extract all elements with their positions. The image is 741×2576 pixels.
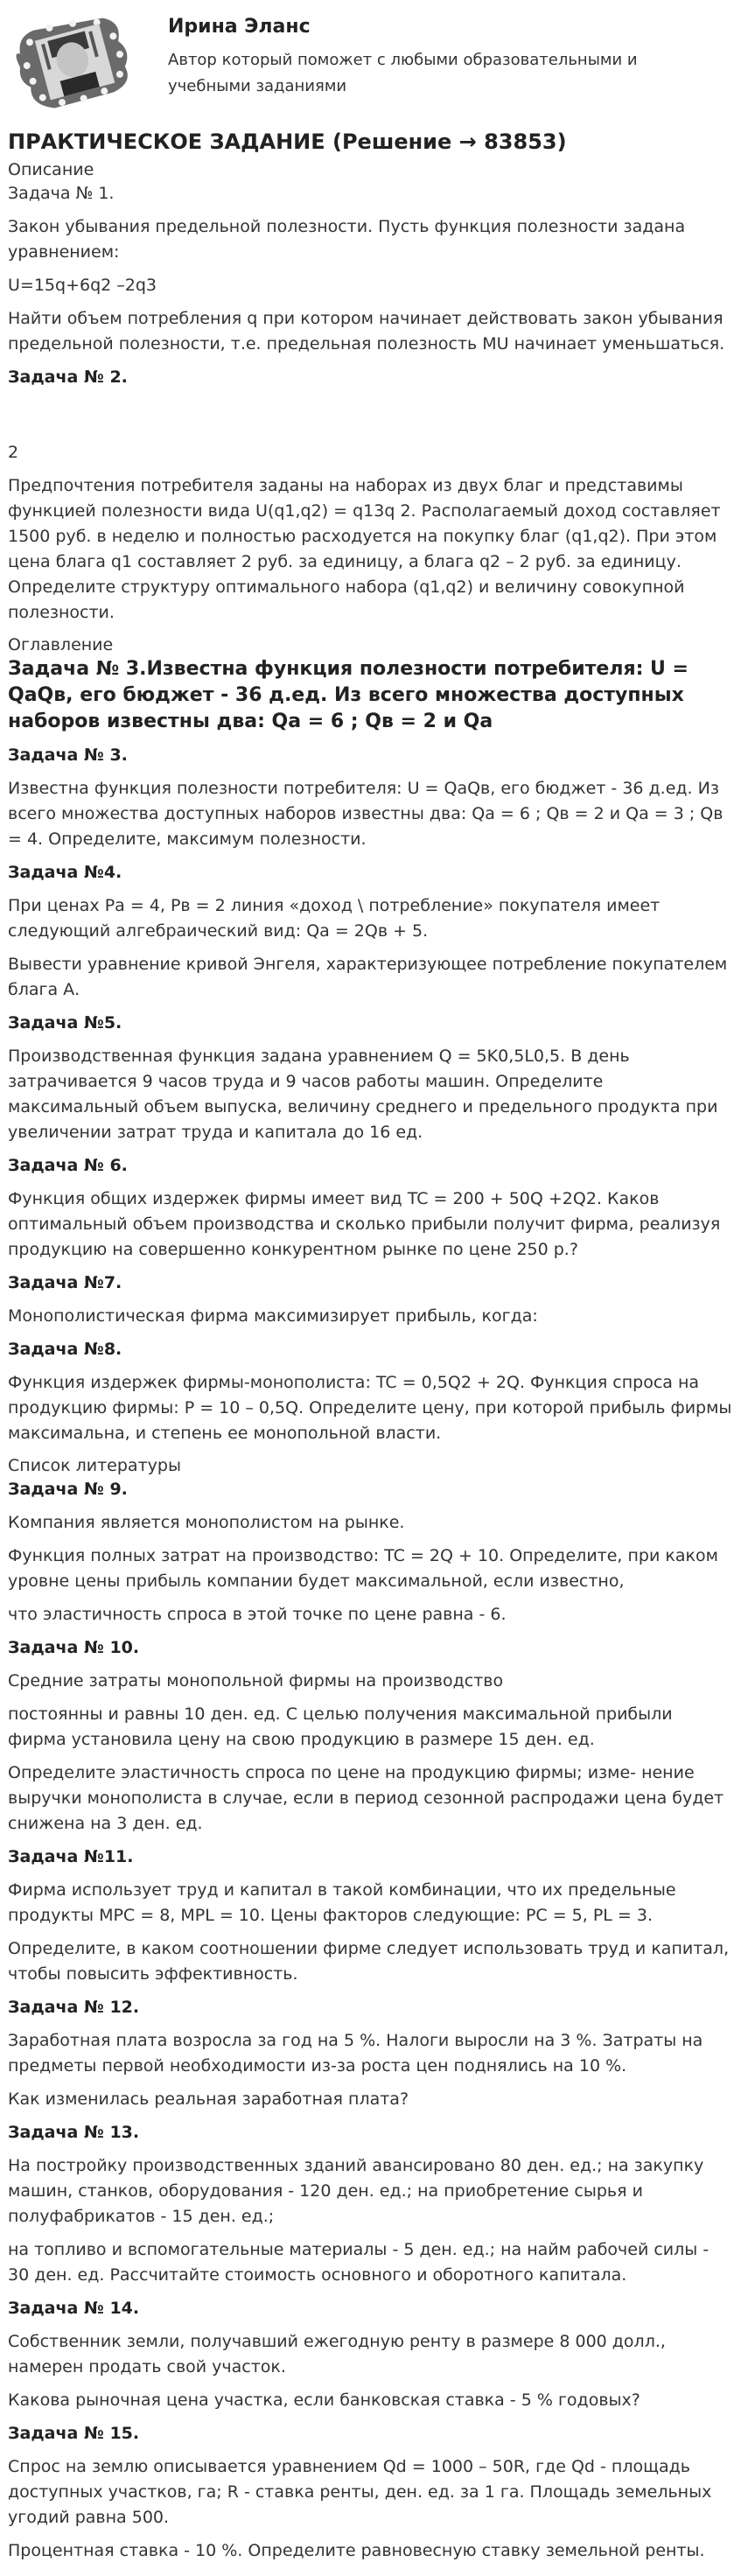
- task-paragraph: Спрос на землю описывается уравнением Qd = 1000 – 50R, где Qd - площадь доступных участков, га; R - ставка ренты, ден. ед. за 1 га. Площадь земельных угодий равна 500.: [8, 2457, 712, 2527]
- task-paragraph: Средние затраты монопольной фирмы на производство: [8, 1671, 504, 1690]
- task-heading: Задача № 14.: [8, 2299, 140, 2318]
- task-paragraph: что эластичность спроса в этой точке по цене равна - 6.: [8, 1605, 507, 1624]
- task-paragraph: Функция полных затрат на производство: TC = 2Q + 10. Определите, при каком уровне цены прибыль компании будет максимальной, если известно,: [8, 1546, 718, 1591]
- toc-entry-task-3[interactable]: Задача № 3.Известна функция полезности потребителя: U = QaQв, его бюджет - 36 д.ед. Из всего множества доступных наборов известны два: Qa = 6 ; Qв = 2 и Qa: [8, 658, 689, 732]
- section-label-references: Список литературы: [8, 1456, 181, 1475]
- task-heading: Задача №7.: [8, 1273, 122, 1292]
- author-description: Автор который поможет с любыми образовательными и учебными заданиями: [168, 51, 638, 95]
- task-paragraph: На постройку производственных зданий авансировано 80 ден. ед.; на закупку машин, станков, оборудования - 120 ден. ед.; на приобретение сырья и полуфабрикатов - 15 ден. ед.;: [8, 2156, 704, 2226]
- task-paragraph: Найти объем потребления q при котором начинает действовать закон убывания предельной полезности, т.е. предельная полезность MU начинает уменьшаться.: [8, 309, 725, 354]
- task-paragraph: Монополистическая фирма максимизирует прибыль, когда:: [8, 1306, 538, 1326]
- task-heading: Задача № 1.: [8, 184, 115, 203]
- task-paragraph: Вывести уравнение кривой Энгеля, характеризующее потребление покупателем блага А.: [8, 955, 728, 999]
- document-body: [8, 127, 732, 2564]
- document-title: ПРАКТИЧЕСКОЕ ЗАДАНИЕ (Решение → 83853): [8, 130, 567, 154]
- task-7: [8, 1270, 732, 1329]
- task-2: [8, 365, 732, 626]
- task-paragraph: Определите эластичность спроса по цене на продукцию фирмы; изме- нение выручки монополиста в случае, если в период сезонной распродажи цена будет снижена на 3 ден. ед.: [8, 1763, 724, 1833]
- task-formula: U=15q+6q2 –2q3: [8, 276, 157, 295]
- task-paragraph: Как изменилась реальная заработная плата?: [8, 2090, 409, 2109]
- task-8: [8, 1337, 732, 1446]
- section-label-description: Описание: [8, 160, 94, 179]
- task-paragraph: на топливо и вспомогательные материалы - 5 ден. ед.; на найм рабочей силы - 30 ден. ед. Рассчитайте стоимость основного и оборотного капитала.: [8, 2240, 710, 2285]
- task-10: [8, 1635, 732, 1837]
- task-paragraph: Функция общих издержек фирмы имеет вид TC = 200 + 50Q +2Q2. Каков оптимальный объем производства и сколько прибыли получит фирма, реализуя продукцию на совершенно конкурентном рынке по цене 250 р.?: [8, 1189, 721, 1259]
- task-paragraph: Компания является монополистом на рынке.: [8, 1513, 405, 1532]
- task-paragraph: Производственная функция задана уравнением Q = 5K0,5L0,5. В день затрачивается 9 часов труда и 9 часов работы машин. Определите максимальный объем выпуска, величину среднего и предельного продукта при увеличении затрат труда и капитала до 16 ед.: [8, 1046, 718, 1142]
- task-heading: Задача №11.: [8, 1847, 134, 1866]
- task-11: [8, 1844, 732, 1987]
- task-paragraph: постоянны и равны 10 ден. ед. С целью получения максимальной прибыли фирма установила цену на свою продукцию в размере 15 ден. ед.: [8, 1704, 673, 1749]
- task-paragraph: Функция издержек фирмы-монополиста: TC = 0,5Q2 + 2Q. Функция спроса на продукцию фирмы: P = 10 – 0,5Q. Определите цену, при которой прибыль фирмы максимальна, и степень ее монопольной власти.: [8, 1373, 732, 1443]
- task-heading: Задача №5.: [8, 1013, 122, 1032]
- task-number-line: 2: [8, 443, 19, 462]
- author-info: [168, 5, 693, 100]
- task-paragraph: Закон убывания предельной полезности. Пусть функция полезности задана уравнением:: [8, 217, 686, 262]
- task-heading: Задача №4.: [8, 863, 122, 882]
- task-paragraph: Какова рыночная цена участка, если банковская ставка - 5 % годовых?: [8, 2390, 640, 2410]
- task-12: [8, 1995, 732, 2112]
- task-paragraph: Процентная ставка - 10 %. Определите равновесную ставку земельной ренты.: [8, 2541, 705, 2560]
- task-heading: Задача № 10.: [8, 1638, 140, 1657]
- task-5: [8, 1011, 732, 1145]
- task-paragraph: Известна функция полезности потребителя: U = QaQв, его бюджет - 36 д.ед. Из всего множества доступных наборов известны два: Qa = 6 ; Qв = 2 и Qa = 3 ; Qв = 4. Определите, максимум полезности.: [8, 779, 724, 849]
- spacer: [8, 398, 732, 440]
- section-label-toc: Оглавление: [8, 635, 114, 654]
- task-heading: Задача №8.: [8, 1340, 122, 1359]
- task-heading: Задача № 15.: [8, 2424, 140, 2443]
- task-heading: Задача № 12.: [8, 1998, 140, 2017]
- task-6: [8, 1153, 732, 1263]
- author-header: [8, 0, 732, 121]
- task-paragraph: Фирма использует труд и капитал в такой комбинации, что их предельные продукты MPC = 8, MPL = 10. Цены факторов следующие: PC = 5, PL = 3.: [8, 1880, 676, 1925]
- task-15: [8, 2421, 732, 2564]
- task-paragraph: Заработная плата возросла за год на 5 %. Налоги выросли на 3 %. Затраты на предметы первой необходимости из-за роста цен поднялись на 10 %.: [8, 2031, 703, 2076]
- task-heading: Задача № 3.: [8, 746, 128, 765]
- task-paragraph: Предпочтения потребителя заданы на наборах из двух благ и представимы функцией полезности вида U(q1,q2) = q13q 2. Располагаемый доход составляет 1500 руб. в неделю и полностью расходуется на покупку благ (q1,q2). При этом цена блага q1 составляет 2 руб. за единицу, а блага q2 – 2 руб. за единицу. Определите структуру оптимального набора (q1,q2) и величину совокупной полезности.: [8, 476, 721, 622]
- task-heading: Задача № 9.: [8, 1480, 128, 1499]
- author-avatar: [8, 5, 139, 116]
- task-heading: Задача № 6.: [8, 1156, 128, 1175]
- author-name[interactable]: Ирина Эланс: [168, 16, 311, 38]
- task-4: [8, 860, 732, 1003]
- task-paragraph: Собственник земли, получавший ежегодную ренту в размере 8 000 долл., намерен продать свой участок.: [8, 2332, 666, 2376]
- task-1: [8, 181, 732, 357]
- task-3: [8, 743, 732, 852]
- task-paragraph: Определите, в каком соотношении фирме следует использовать труд и капитал, чтобы повысить эффективность.: [8, 1939, 730, 1984]
- task-9: [8, 1477, 732, 1628]
- author-photo-frame-icon: [8, 5, 139, 116]
- task-13: [8, 2120, 732, 2288]
- task-heading: Задача № 13.: [8, 2123, 140, 2142]
- task-14: [8, 2296, 732, 2413]
- task-paragraph: При ценах Pа = 4, Pв = 2 линия «доход \ потребление» покупателя имеет следующий алгебраический вид: Qa = 2Qв + 5.: [8, 896, 661, 941]
- task-heading: Задача № 2.: [8, 368, 128, 387]
